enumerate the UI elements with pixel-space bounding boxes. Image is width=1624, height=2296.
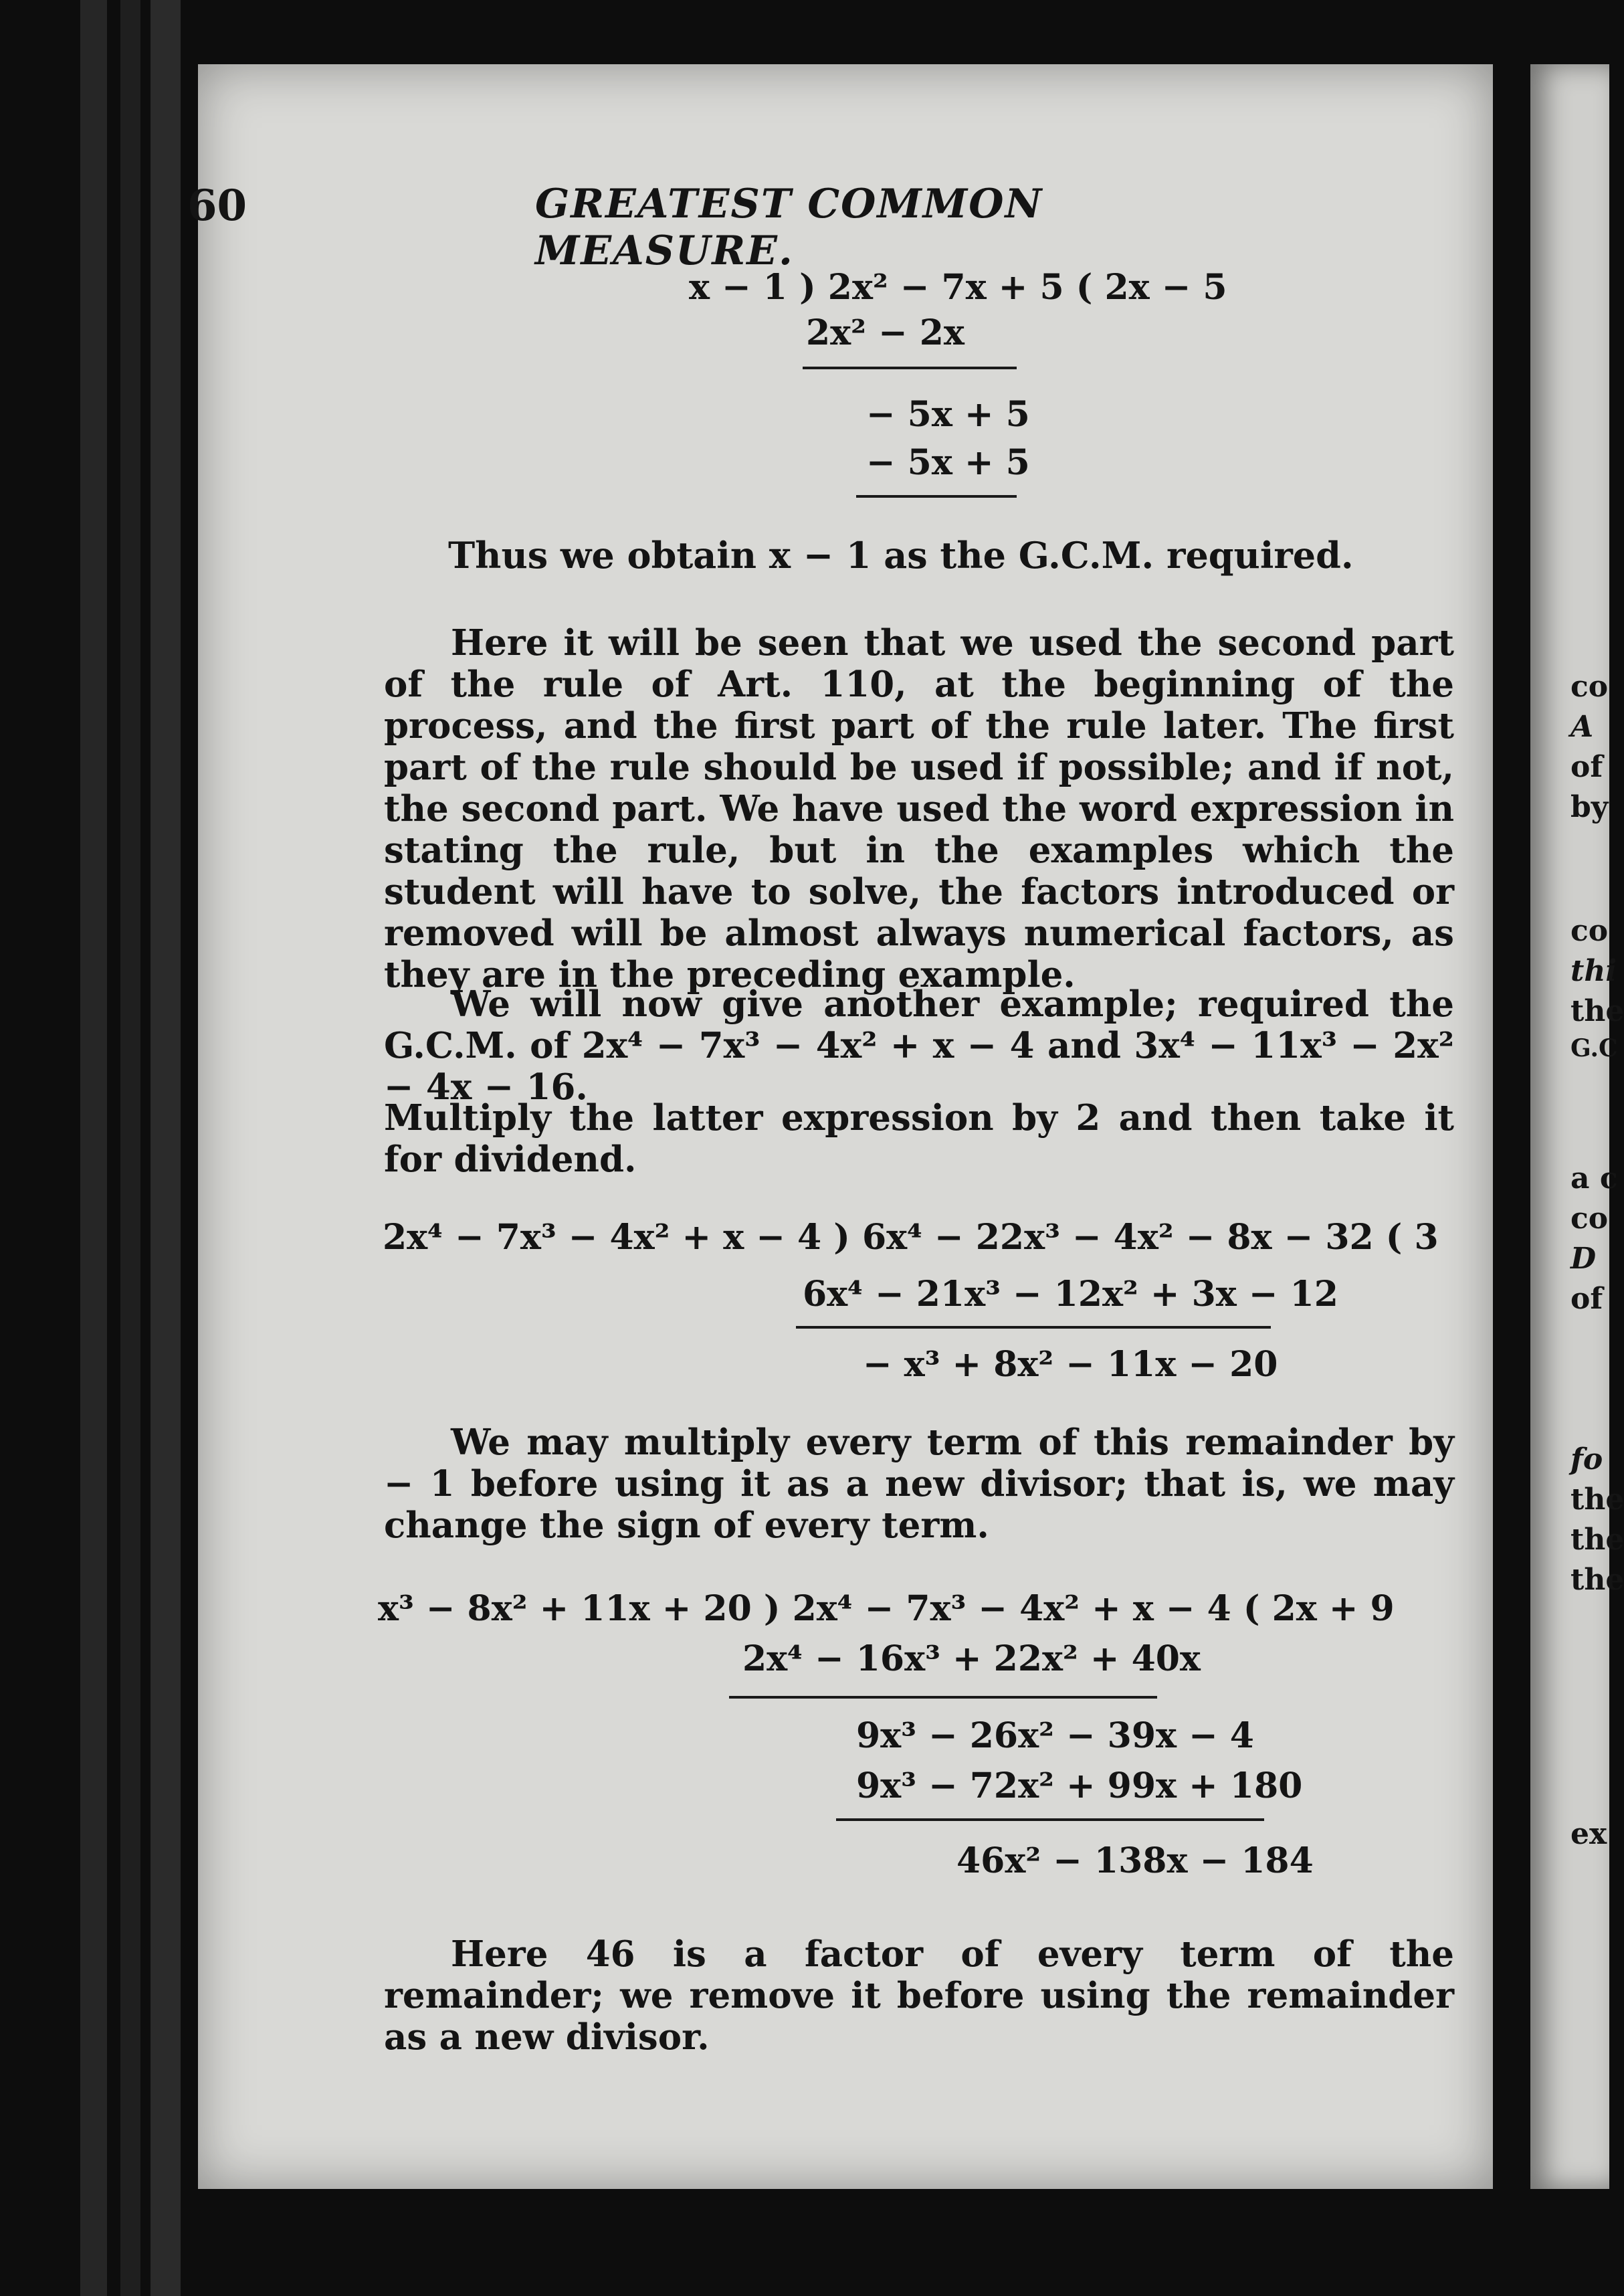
division-step: − 5x + 5 <box>866 442 1030 483</box>
page-header <box>187 181 1311 274</box>
next-page-fragment: of <box>1570 750 1603 784</box>
adjacent-page-edge <box>1530 64 1624 2189</box>
division-rule <box>796 1326 1271 1329</box>
next-page-fragment: ex <box>1570 1817 1607 1851</box>
division-remainder: 9x³ − 26x² − 39x − 4 <box>856 1715 1254 1756</box>
next-page-fragment: co <box>1570 1202 1609 1236</box>
division-remainder: − x³ + 8x² − 11x − 20 <box>863 1344 1278 1385</box>
binding-strip <box>150 0 181 2296</box>
division-step: 2x² − 2x <box>806 312 965 353</box>
paragraph: We may multiply every term of this remainder by − 1 before using it as a new divisor; that is, we may change the sign of every term. <box>384 1422 1454 1546</box>
division-rule <box>836 1818 1264 1821</box>
next-page-fragment: by <box>1570 790 1609 824</box>
division-rule <box>729 1696 1157 1699</box>
division-line: 2x⁴ − 7x³ − 4x² + x − 4 ) 6x⁴ − 22x³ − 4x² − 8x − 32 ( 3 <box>383 1217 1439 1258</box>
next-page-fragment: co <box>1570 670 1609 704</box>
division-remainder: − 5x + 5 <box>866 394 1030 435</box>
next-page-fragment: co <box>1570 914 1609 948</box>
division-step: 9x³ − 72x² + 99x + 180 <box>856 1765 1303 1806</box>
division-line: x³ − 8x² + 11x + 20 ) 2x⁴ − 7x³ − 4x² + x − 4 ( 2x + 9 <box>378 1588 1395 1629</box>
next-page-fragment: A <box>1570 710 1594 744</box>
division-rule <box>856 495 1017 498</box>
next-page-fragment: the <box>1570 994 1624 1028</box>
next-page-fragment: fo <box>1570 1442 1603 1476</box>
next-page-fragment: the <box>1570 1482 1624 1517</box>
division-line: x − 1 ) 2x² − 7x + 5 ( 2x − 5 <box>689 267 1227 308</box>
next-page-fragment: G.C <box>1570 1034 1618 1062</box>
division-step: 2x⁴ − 16x³ + 22x² + 40x <box>742 1638 1201 1679</box>
paragraph: Here it will be seen that we used the second part of the rule of Art. 110, at the beginning of the process, and the first part of the rule later. The first part of the rule should be used if possible; and if not, the second part. We have used the word expression in stating the rule, but in the examples which the student will have to solve, the factors introduced or removed will be almost always numerical factors, as they are in the preceding example. <box>384 622 1454 995</box>
page-number: 60 <box>187 181 247 231</box>
paragraph: Thus we obtain x − 1 as the G.C.M. required. <box>448 534 1354 577</box>
next-page-fragment: D <box>1570 1242 1597 1276</box>
next-page-fragment: thi <box>1570 954 1617 988</box>
next-page-fragment: the <box>1570 1563 1624 1597</box>
division-rule <box>803 367 1017 369</box>
next-page-fragment: of <box>1570 1282 1603 1316</box>
running-head: GREATEST COMMON MEASURE. <box>535 181 1043 274</box>
paragraph: We will now give another example; required the G.C.M. of 2x⁴ − 7x³ − 4x² + x − 4 and 3x⁴ − 11x³ − 2x² − 4x − 16. <box>384 983 1454 1108</box>
paragraph: Here 46 is a factor of every term of the remainder; we remove it before using the remainder as a new divisor. <box>384 1933 1454 2058</box>
division-step: 6x⁴ − 21x³ − 12x² + 3x − 12 <box>803 1274 1338 1315</box>
paragraph: Multiply the latter expression by 2 and then take it for dividend. <box>384 1097 1454 1180</box>
binding-strip <box>120 0 140 2296</box>
binding-strip <box>80 0 107 2296</box>
next-page-fragment: a c <box>1570 1161 1618 1195</box>
division-remainder: 46x² − 138x − 184 <box>956 1840 1314 1881</box>
next-page-fragment: the <box>1570 1523 1624 1557</box>
